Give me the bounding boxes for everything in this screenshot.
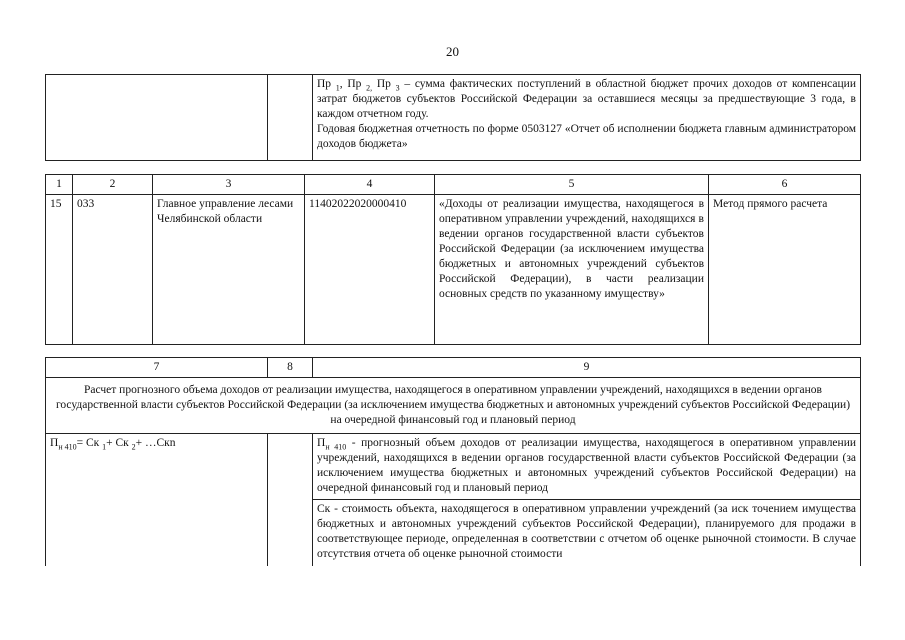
continuation-table (45, 74, 861, 161)
income-name: «Доходы от реализации имущества, находящегося в оперативном управлении учреждений, находящихся в ведении органов государственной власти субъектов Российской Федерации (за исключением имущества бюджетных и автономных учреждений субъектов Российской Федерации), в части реализации основных средств по указанному имуществу» (435, 195, 709, 345)
empty-cell-c (268, 434, 313, 566)
forecast-definition: $П_{н 410}$ - прогнозный объем доходов от реализации имущества, находящегося в оперативном управлении учреждений, находящихся в ведении органов государственной власти субъектов Российской Федерации (за исключением имущества бюджетных и автономных учреждений субъектов Российской Федерации) на очередной финансовый год и плановый период (313, 434, 861, 500)
column-number-row (46, 358, 861, 378)
kbk-code: 11402022020000410 (305, 195, 435, 345)
empty-cell-a (46, 75, 268, 161)
col-header-6: 6 (709, 175, 861, 195)
row-number: 15 (46, 195, 73, 345)
income-formula-paragraph: Пр $_1$, Пр $_{2,}$ Пр $_3$ – сумма фактических поступлений в областной бюджет прочих доходов от компенсации затрат бюджетов субъектов Российской Федерации за оставшиеся месяцы за предшествующие 3 года, в каждом отчетном году. (317, 78, 856, 120)
col-header-7: 7 (46, 358, 268, 378)
col-header-1: 1 (46, 175, 73, 195)
admin-code: 033 (73, 195, 153, 345)
calculation-table (45, 357, 861, 566)
admin-name: Главное управление лесами Челябинской области (153, 195, 305, 345)
formula-cell: $П_{н 410}=$ Ск $_1$+ Ск $_2$+ …Скn (46, 434, 268, 566)
object-value-definition: Ск - стоимость объекта, находящегося в оперативном управлении учреждений (за иск точением имущества бюджетных и автономных учреждений субъектов Российской Федерации), планируемого для продажи в соответствующее периоде, определенная в соответствии с отчетом об оценке рыночной стоимости. В случае отсутствия отчета об оценке рыночной стоимости (313, 500, 861, 566)
col-header-3: 3 (153, 175, 305, 195)
col-header-2: 2 (73, 175, 153, 195)
col-header-9: 9 (313, 358, 861, 378)
reporting-form-paragraph: Годовая бюджетная отчетность по форме 0503127 «Отчет об исполнении бюджета главным администратором доходов бюджета» (317, 123, 856, 150)
table-row (46, 195, 861, 345)
column-number-row (46, 175, 861, 195)
col-header-5: 5 (435, 175, 709, 195)
revenue-source-table (45, 174, 861, 345)
empty-cell-b (268, 75, 313, 161)
col-header-4: 4 (305, 175, 435, 195)
page-number: 20 (446, 44, 459, 59)
section-title-row (46, 378, 861, 434)
table-row (46, 434, 861, 500)
col-header-8: 8 (268, 358, 313, 378)
calc-method: Метод прямого расчета (709, 195, 861, 345)
income-description-cell (313, 75, 861, 161)
calculation-title: Расчет прогнозного объема доходов от реализации имущества, находящегося в оперативном управлении учреждений, находящихся в ведении органов государственной власти субъектов Российской Федерации (за исключением имущества бюджетных и автономных учреждений субъектов Российской Федерации) на очередной финансовый год и плановый период (46, 378, 861, 434)
